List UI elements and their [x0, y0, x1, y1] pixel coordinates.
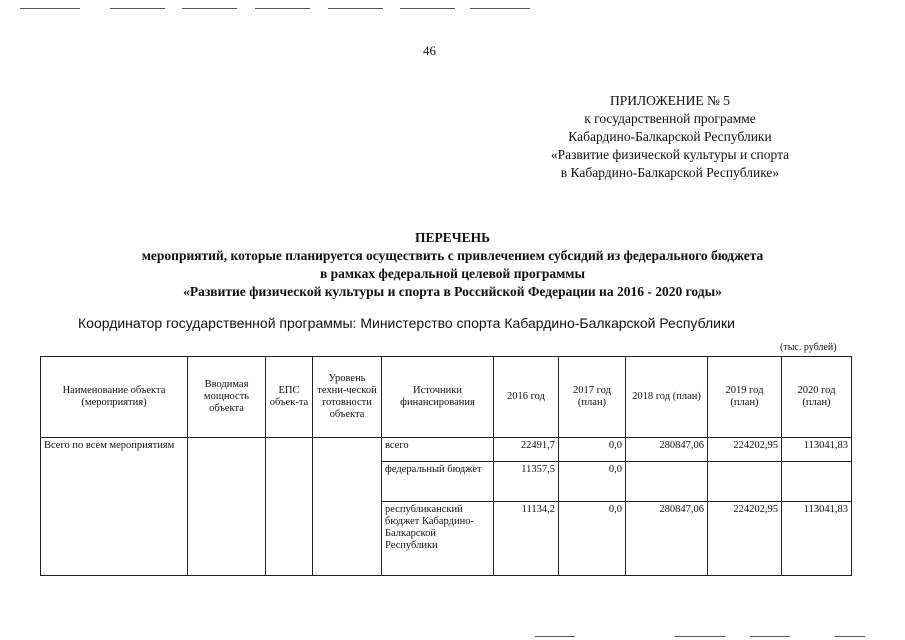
value-2018: 280847,06 — [626, 502, 708, 576]
eps-cell — [266, 438, 313, 576]
header-sources: Источники финансирования — [382, 357, 494, 438]
capacity-cell — [188, 438, 266, 576]
value-2019 — [708, 462, 782, 502]
table-header-row — [41, 357, 852, 438]
scan-artifact-line — [110, 8, 165, 9]
value-2020 — [782, 462, 852, 502]
readiness-cell — [313, 438, 382, 576]
object-name-cell: Всего по всем мероприятиям — [41, 438, 188, 576]
units-label: (тыс. рублей) — [780, 342, 837, 353]
funding-table — [40, 356, 852, 576]
value-2016: 22491,7 — [494, 438, 559, 462]
appendix-line: к государственной программе — [584, 111, 756, 126]
header-2016: 2016 год — [494, 357, 559, 438]
value-2016: 11134,2 — [494, 502, 559, 576]
scan-artifact-line — [20, 8, 80, 9]
page-number: 46 — [423, 43, 436, 58]
value-2020: 113041,83 — [782, 502, 852, 576]
scan-artifact-line — [470, 8, 530, 9]
scan-artifact-line — [400, 8, 455, 9]
header-2019: 2019 год (план) — [708, 357, 782, 438]
scan-artifact-line — [750, 636, 790, 637]
value-2017: 0,0 — [559, 462, 626, 502]
appendix-line: Кабардино-Балкарской Республики — [568, 129, 772, 144]
header-eps: ЕПС объек-та — [266, 357, 313, 438]
scan-artifact-line — [255, 8, 310, 9]
value-2017: 0,0 — [559, 502, 626, 576]
value-2018: 280847,06 — [626, 438, 708, 462]
appendix-line: ПРИЛОЖЕНИЕ № 5 — [609, 93, 731, 108]
document-heading — [0, 229, 905, 301]
table-row — [41, 438, 852, 462]
value-2019: 224202,95 — [708, 438, 782, 462]
value-2020: 113041,83 — [782, 438, 852, 462]
header-readiness: Уровень техни-ческой готовности объекта — [313, 357, 382, 438]
scan-artifact-line — [535, 636, 575, 637]
appendix-line: «Развитие физической культуры и спорта — [550, 147, 790, 162]
source-cell: республиканский бюджет Кабардино-Балкарской Республики — [382, 502, 494, 576]
header-2020: 2020 год (план) — [782, 357, 852, 438]
heading-line: в рамках федеральной целевой программы — [319, 266, 586, 281]
header-2018: 2018 год (план) — [626, 357, 708, 438]
source-cell: федеральный бюджет — [382, 462, 494, 502]
scan-artifact-line — [182, 8, 237, 9]
scan-artifact-line — [835, 636, 865, 637]
source-cell: всего — [382, 438, 494, 462]
value-2016: 11357,5 — [494, 462, 559, 502]
document-title: ПЕРЕЧЕНЬ — [414, 230, 491, 245]
value-2019: 224202,95 — [708, 502, 782, 576]
coordinator-line: Координатор государственной программы: Министерство спорта Кабардино-Балкарской Республики — [78, 315, 735, 331]
header-capacity: Вводимая мощность объекта — [188, 357, 266, 438]
scan-artifact-line — [675, 636, 725, 637]
heading-line: мероприятий, которые планируется осуществить с привлечением субсидий из федерального бюджета — [141, 248, 764, 263]
header-2017: 2017 год (план) — [559, 357, 626, 438]
value-2017: 0,0 — [559, 438, 626, 462]
appendix-block — [520, 92, 820, 182]
appendix-line: в Кабардино-Балкарской Республике» — [560, 165, 780, 180]
header-name: Наименование объекта (мероприятия) — [41, 357, 188, 438]
scan-artifact-line — [328, 8, 383, 9]
value-2018 — [626, 462, 708, 502]
heading-line: «Развитие физической культуры и спорта в Российской Федерации на 2016 - 2020 годы» — [183, 284, 722, 299]
